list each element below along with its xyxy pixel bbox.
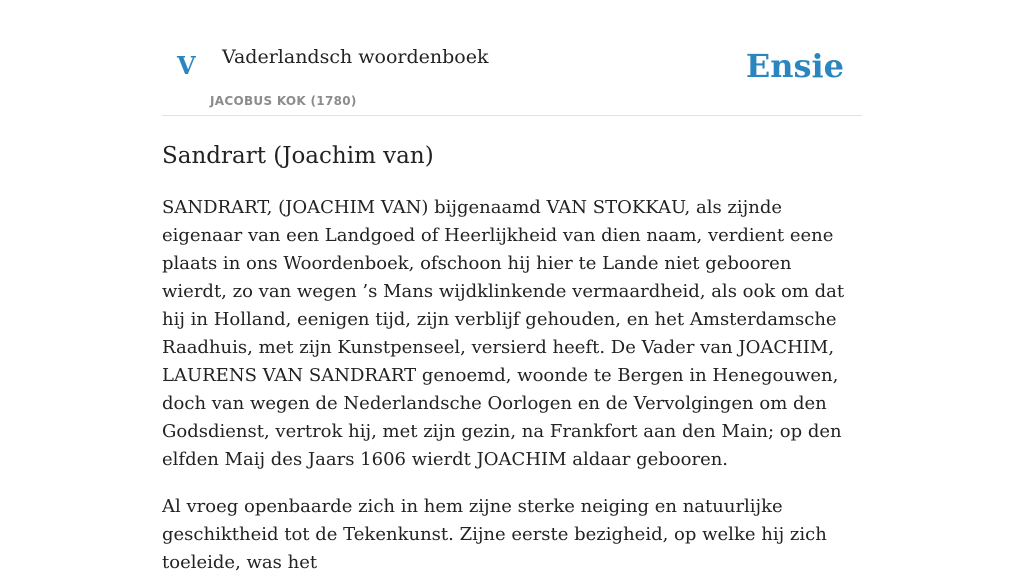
entry-paragraph: SANDRART, (JOACHIM VAN) bijgenaamd VAN STOKKAU, als zijnde eigenaar van een Landgoed of Heerlijkheid van dien naam, verdient eene plaats in ons Woordenboek, ofschoon hij hier te Lande niet gebooren wierdt, zo van wegen ’s Mans wijdklinkende vermaardheid, als ook om dat hij in Holland, eenigen tijd, zijn verblijf gehouden, en het Amsterdamsche Raadhuis, met zijn Kunstpenseel, versierd heeft. De Vader van JOACHIM, LAURENS VAN SANDRART genoemd, woonde te Bergen in Henegouwen, doch van wegen de Nederlandsche Oorlogen en de Vervolgingen om den Godsdienst, vertrok hij, met zijn gezin, na Frankfort aan den Main; op den elfden Maij des Jaars 1606 wierdt JOACHIM aldaar gebooren. [162,196,845,470]
entry-title: Sandrart (Joachim van) [162,143,434,169]
brand-logo-link[interactable]: Ensie [745,47,844,85]
book-letter-icon: V [177,51,196,80]
entry-paragraph: Al vroeg openbaarde zich in hem zijne sterke neiging en natuurlijke geschiktheid tot de Tekenkunst. Zijne eerste bezigheid, op welke hij zich toeleide, was het [162,495,827,573]
book-header [162,0,862,116]
entry-body [162,194,862,577]
page [162,0,862,577]
book-author: JACOBUS KOK (1780) [210,94,357,108]
book-title[interactable]: Vaderlandsch woordenboek [222,46,489,68]
